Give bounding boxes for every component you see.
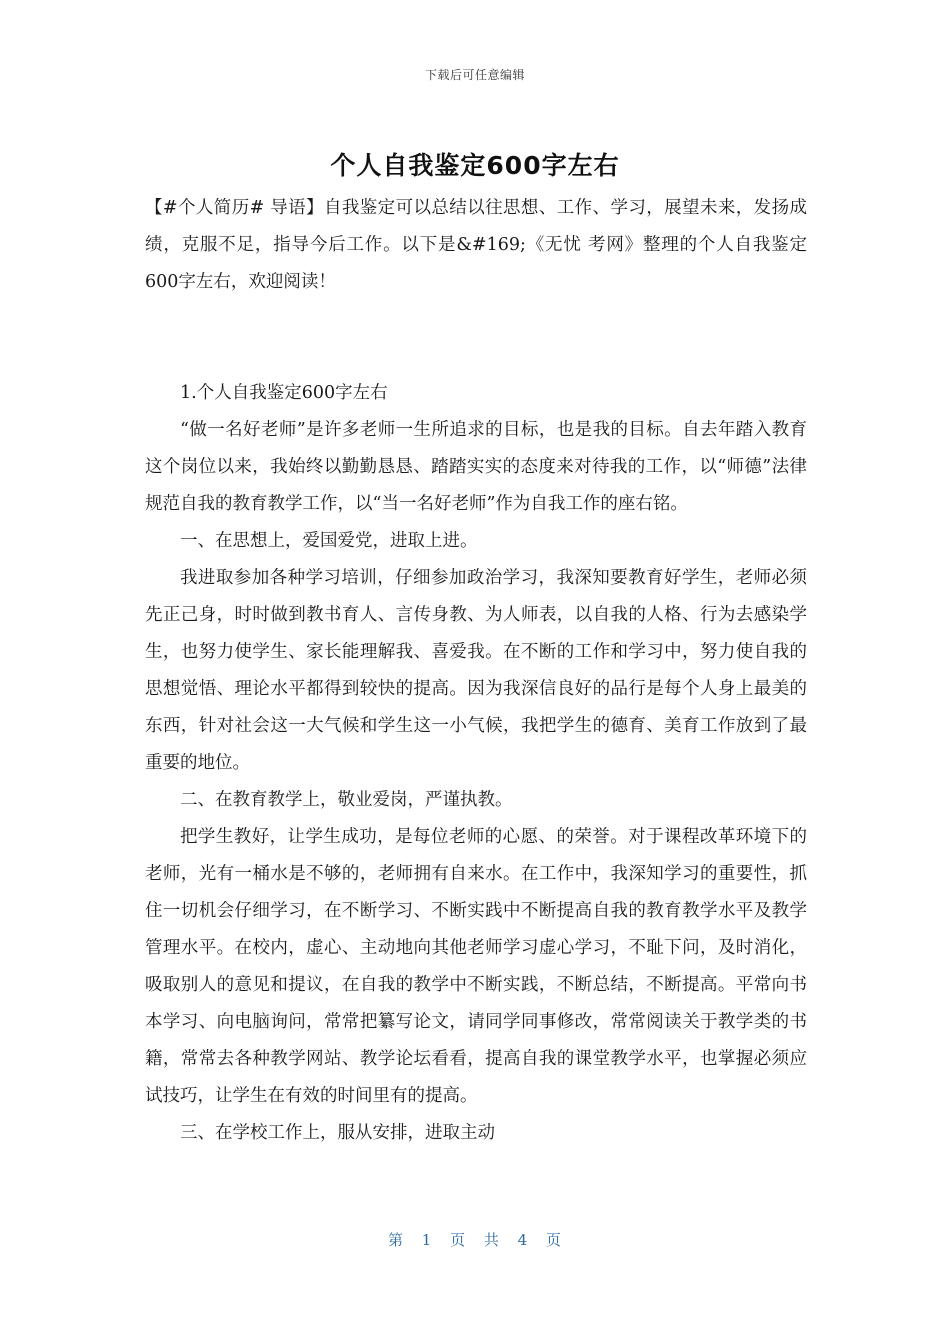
body-paragraph: “做一名好老师”是许多老师一生所追求的目标，也是我的目标。自去年踏入教育这个岗位以来，我始终以勤勤恳恳、踏踏实实的态度来对待我的工作，以“师德”法律规范自我的教育教学工作，以“当一名好老师”作为自我工作的座右铭。 bbox=[145, 420, 807, 514]
page-footer: 第 1 页 共 4 页 bbox=[388, 1231, 562, 1249]
subheading: 三、在学校工作上，服从安排，进取主动 bbox=[180, 1123, 495, 1143]
document-title: 个人自我鉴定600字左右 bbox=[330, 151, 620, 180]
section-heading: 1.个人自我鉴定600字左右 bbox=[180, 383, 388, 403]
subheading: 一、在思想上，爱国爱党，进取上进。 bbox=[180, 531, 478, 551]
header-note: 下载后可任意编辑 bbox=[424, 68, 525, 82]
section-spacer bbox=[145, 301, 807, 375]
document-body bbox=[145, 190, 807, 1152]
subheading: 二、在教育教学上，敬业爱岗，严谨执教。 bbox=[180, 790, 513, 810]
intro-paragraph: 【#个人简历# 导语】自我鉴定可以总结以往思想、工作、学习，展望未来，发扬成绩，克服不足，指导今后工作。以下是&#169;《无忧 考网》整理的个人自我鉴定600字左右，欢迎阅读！ bbox=[145, 198, 807, 292]
body-paragraph: 把学生教好，让学生成功，是每位老师的心愿、的荣誉。对于课程改革环境下的老师，光有一桶水是不够的，老师拥有自来水。在工作中，我深知学习的重要性，抓住一切机会仔细学习，在不断学习、不断实践中不断提高自我的教育教学水平及教学管理水平。在校内，虚心、主动地向其他老师学习虚心学习，不耻下问，及时消化，吸取别人的意见和提议，在自我的教学中不断实践，不断总结，不断提高。平常向书本学习、向电脑询问，常常把纂写论文，请同学同事修改，常常阅读关于教学类的书籍，常常去各种教学网站、教学论坛看看，提高自我的课堂教学水平，也掌握必须应试技巧，让学生在有效的时间里有的提高。 bbox=[145, 827, 807, 1106]
body-paragraph: 我进取参加各种学习培训，仔细参加政治学习，我深知要教育好学生，老师必须先正己身，时时做到教书育人、言传身教、为人师表，以自我的人格、行为去感染学生，也努力使学生、家长能理解我、喜爱我。在不断的工作和学习中，努力使自我的思想觉悟、理论水平都得到较快的提高。因为我深信良好的品行是每个人身上最美的东西，针对社会这一大气候和学生这一小气候，我把学生的德育、美育工作放到了最重要的地位。 bbox=[145, 568, 807, 773]
